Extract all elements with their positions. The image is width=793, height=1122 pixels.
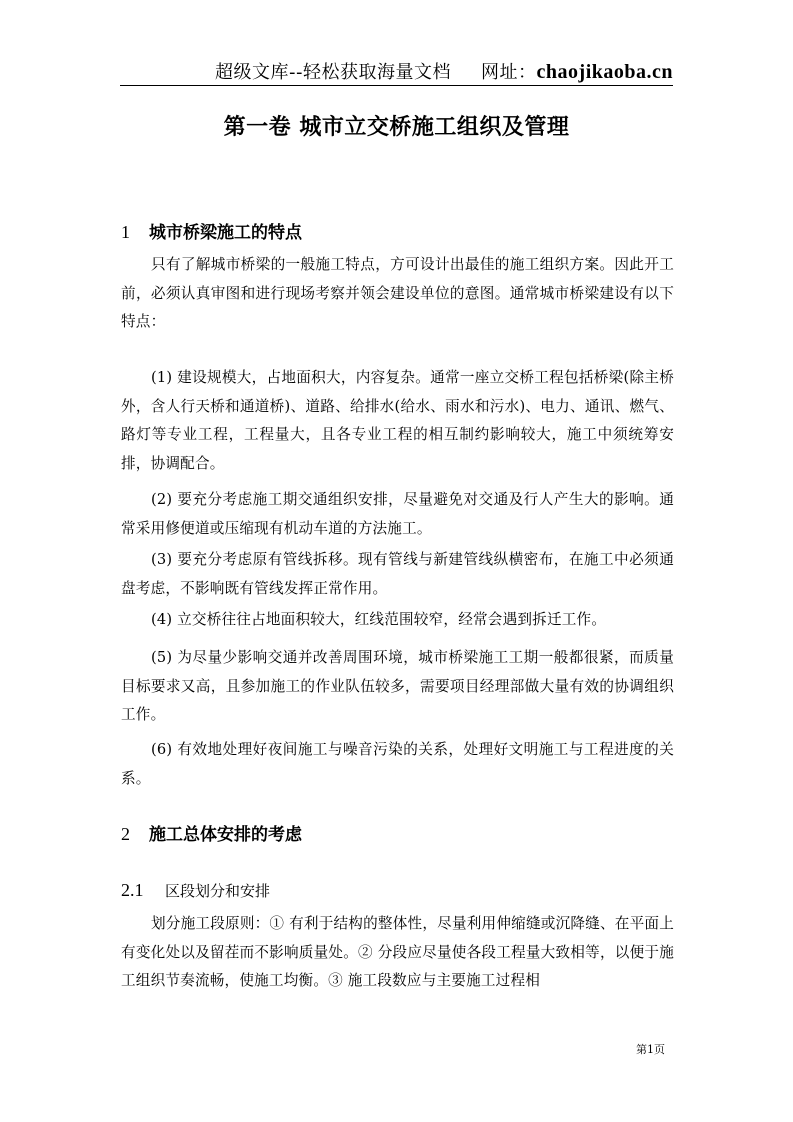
header-text (215, 58, 673, 84)
paragraph-point-5: (5) 为尽量少影响交通并改善周围环境，城市桥梁施工工期一般都很紧，而质量目标要求又高，且参加施工的作业队伍较多，需要项目经理部做大量有效的协调组织工作。 (121, 649, 674, 724)
paragraph-point-1: (1) 建设规模大，占地面积大，内容复杂。通常一座立交桥工程包括桥梁(除主桥外，含人行天桥和通道桥)、道路、给排水(给水、雨水和污水)、电力、通讯、燃气、路灯等专业工程，工程量大，且各专业工程的相互制约影响较大，施工中须统筹安排，协调配合。 (121, 369, 674, 473)
paragraph-point-6: (6) 有效地处理好夜间施工与噪音污染的关系，处理好文明施工与工程进度的关系。 (121, 741, 674, 787)
paragraph-point-2: (2) 要充分考虑施工期交通组织安排，尽量避免对交通及行人产生大的影响。通常采用修便道或压缩现有机动车道的方法施工。 (121, 491, 674, 537)
paragraph-point-3: (3) 要充分考虑原有管线拆移。现有管线与新建管线纵横密布，在施工中必须通盘考虑，不影响既有管线发挥正常作用。 (121, 551, 674, 597)
section-title: 施工总体安排的考虑 (149, 825, 302, 845)
subsection-heading-2-1 (121, 880, 270, 901)
subsection-title: 区段划分和安排 (165, 882, 271, 900)
section-heading-1 (121, 218, 302, 243)
section-heading-2 (121, 820, 302, 845)
page-number: 第1页 (636, 1043, 665, 1056)
subsection-number: 2.1 (121, 880, 144, 900)
header-brand: 超级文库--轻松获取海量文档 (215, 62, 452, 83)
document-title: 第一卷 城市立交桥施工组织及管理 (223, 115, 570, 140)
section-title: 城市桥梁施工的特点 (149, 223, 302, 243)
paragraph-division-principles: 划分施工段原则：① 有利于结构的整体性，尽量利用伸缩缝或沉降缝、在平面上有变化处以及留茬而不影响质量处。② 分段应尽量使各段工程量大致相等，以便于施工组织节奏流畅，使施工均衡。③ 施工段数应与主要施工过程相 (121, 915, 674, 990)
header-url-label: 网址： (481, 62, 537, 83)
header-url: chaojikaoba.cn (536, 61, 673, 83)
section-number: 1 (121, 222, 130, 242)
paragraph-intro: 只有了解城市桥梁的一般施工特点，方可设计出最佳的施工组织方案。因此开工前，必须认真审图和进行现场考察并领会建设单位的意图。通常城市桥梁建设有以下特点： (121, 256, 674, 331)
section-number: 2 (121, 824, 130, 844)
paragraph-point-4: (4) 立交桥往往占地面积较大，红线范围较窄，经常会遇到拆迁工作。 (151, 611, 607, 628)
page-header (120, 56, 673, 86)
